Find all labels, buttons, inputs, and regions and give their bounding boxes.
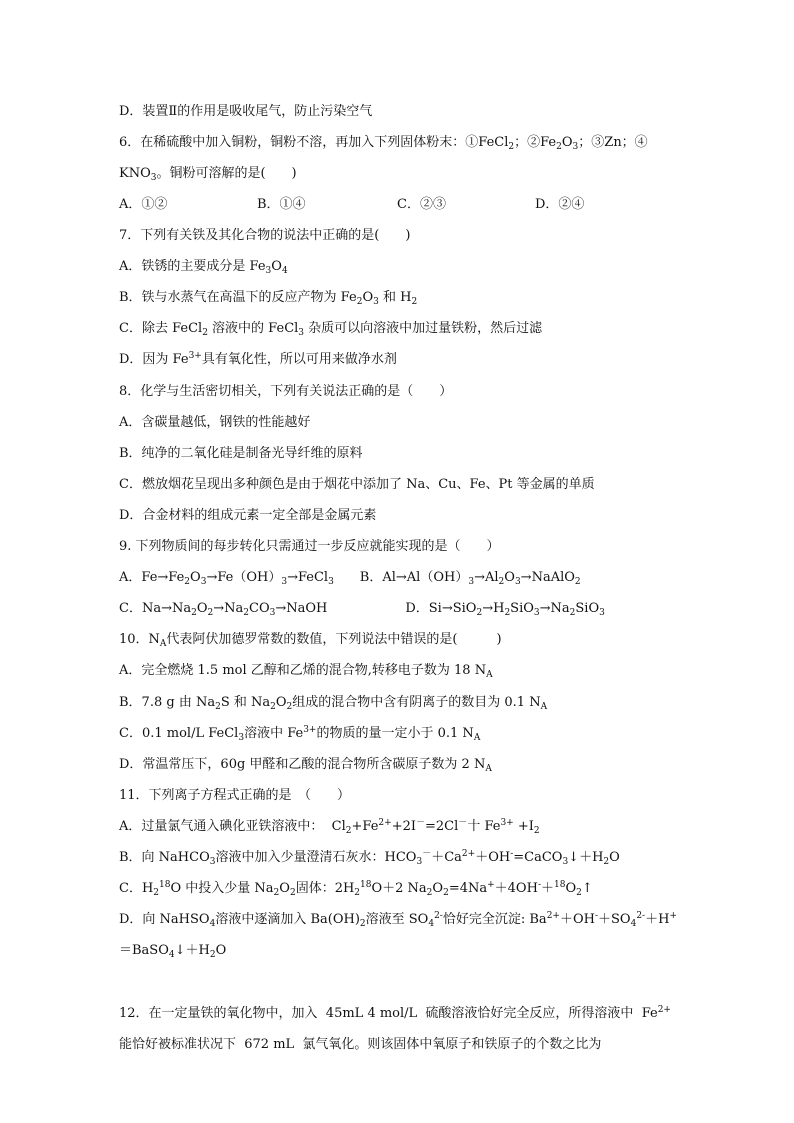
subscript: 3 [373,297,379,307]
text-run: O [561,135,573,150]
text-run: →NaAlO [520,570,575,585]
subscript: 3 [562,857,569,867]
subscript: 2 [498,577,505,587]
q10-option-b [119,694,679,713]
subscript: A [485,764,492,774]
subscript: 3 [533,608,540,618]
option-label: B．①④ [257,197,306,212]
q8-option-c [119,476,679,494]
q11-stem [119,787,679,805]
text-run: =4Na [448,881,488,896]
q8-option-a [119,414,679,432]
text-run: 7．下列有关铁及其化合物的说法中正确的是( ) [119,228,411,243]
subscript: 2 [209,950,216,960]
subscript: 2 [202,328,208,338]
q10-stem [119,631,679,650]
subscript: 4 [630,919,637,929]
text-run: →Na [213,601,244,616]
text-run: +2I [391,819,416,834]
subscript: 2 [443,888,449,898]
text-run: 具有氧化性，所以可用来做净水剂 [201,352,397,367]
text-run: 12．在一定量铁的氧化物中，加入 45mL 4 mol/L 硫酸溶液恰好完全反应，所得溶液中 Fe [119,1006,658,1021]
subscript: 3 [200,577,207,587]
subscript: 2 [504,608,511,618]
text-run: ；②Fe [514,135,557,150]
q5-option-d [119,103,679,121]
subscript: 2 [289,888,296,898]
text-run: →NaOH D．Si→SiO [275,601,477,616]
q12-stem-line-2 [119,1036,679,1054]
subscript: 2 [476,608,483,618]
text-run: =2Cl [425,819,459,834]
text-run: ＋OH [475,850,511,865]
q7-option-b [119,289,679,308]
text-run: O [215,943,227,958]
text-run: 能恰好被标准状况下 672 mL 氯气氧化。则该固体中氧原子和铁原子的个数之比为 [119,1037,602,1052]
text-run: 。铜粉可溶解的是( ) [156,166,297,181]
text-run: 6．在稀硫酸中加入铜粉，铜粉不溶，再加入下列固体粉末：①FeCl [119,135,509,150]
subscript: 2 [574,577,581,587]
text-run: B．7.8 g 由 Na [119,695,216,710]
text-run: A．过量氯气通入碘化亚铁溶液中： Cl [119,819,346,834]
superscript: － [422,849,432,859]
text-run: A．完全燃烧 1.5 mol 乙醇和乙烯的混合物,转移电子数为 18 N [119,663,487,678]
subscript: A [540,702,548,712]
text-run: O [196,601,208,616]
text-run: +I [513,819,534,834]
superscript: + [487,880,495,890]
superscript: 18 [159,880,171,890]
text-run: 恰好完全沉淀: Ba [442,912,547,927]
text-run: A．Fe→Fe [119,570,185,585]
text-run: ＋OH [559,912,595,927]
text-run: B．向 NaHCO [119,850,210,865]
text-run: SiO [510,601,534,616]
subscript: 2 [354,888,361,898]
subscript: 3 [328,577,334,587]
text-run: O [432,881,444,896]
subscript: 2 [273,888,280,898]
subscript: 3 [514,577,521,587]
text-run: ＋Ca [431,850,462,865]
superscript: 3+ [500,818,514,828]
text-run: ↓＋H [568,850,604,865]
subscript: 2 [215,702,221,712]
text-run: O [504,570,515,585]
subscript: 2 [576,888,582,898]
subscript: 3 [281,577,288,587]
subscript: 2 [556,142,562,152]
text-run: A．含碳量越低，钢铁的性能越好 [119,415,311,430]
text-run: C．H [119,881,154,896]
text-run: 和 H [378,290,412,305]
text-run: CO [249,601,270,616]
text-run: 溶液至 SO [365,912,429,927]
superscript: 2+ [546,911,560,921]
q9-options-cd [119,600,679,619]
q9-stem [119,538,679,556]
subscript: 2 [286,702,293,712]
text-run: 10．N [119,632,160,647]
text-run: 溶液中逐滴加入 Ba(OH) [215,912,360,927]
subscript: A [486,670,493,680]
text-run: B．纯净的二氧化硅是制备光导纤维的原料 [119,446,363,461]
text-run: ↓＋H [174,943,210,958]
text-run: C．0.1 mol/L FeCl [119,726,239,741]
text-run: ＋ [540,881,554,896]
superscript: 3+ [303,725,317,735]
text-run: ＝BaSO [119,943,169,958]
superscript: 18 [360,880,372,890]
text-run: O [279,881,290,896]
subscript: 3 [238,733,245,743]
q7-stem [119,227,679,245]
subscript: 3 [572,142,579,152]
superscript: + [669,911,677,921]
text-run: 十 Fe [467,819,501,834]
text-run: ＋SO [598,912,631,927]
superscript: 2- [434,911,443,921]
text-run: 11．下列离子方程式正确的是 （ ） [119,788,351,803]
subscript: 4 [168,950,175,960]
subscript: 2 [603,857,610,867]
superscript: 2+ [657,1005,671,1015]
subscript: 4 [209,919,216,929]
q10-option-c [119,725,679,744]
text-run: KNO [119,166,151,181]
subscript: 2 [184,577,191,587]
subscript: 3 [599,608,605,618]
option-label: D．②④ [535,197,585,212]
q7-option-d [119,351,679,370]
text-run: 8．化学与生活密切相关，下列有关说法正确的是（ ） [119,384,453,399]
text-run: ＋H [645,912,670,927]
text-run: →FeCl [287,570,329,585]
superscript: 2+ [378,818,392,828]
text-run: 9. 下列物质间的每步转化只需通过一步反应就能实现的是（ ） [119,539,500,554]
text-run: O 中投入少量 Na [170,881,274,896]
q6-stem-line-1 [119,134,679,153]
superscript: 3+ [188,351,202,361]
q6-options [119,196,679,214]
q11-option-d-line-2 [119,942,679,961]
text-run: D．装置Ⅱ的作用是吸收尾气，防止污染空气 [119,104,373,119]
q8-option-d [119,507,679,525]
text-run: O [609,850,620,865]
subscript: 3 [150,173,157,183]
q11-option-d-line-1 [119,911,679,930]
text-run: ↑ [581,881,593,896]
subscript: 2 [411,297,418,307]
text-run: →Fe（OH） [206,570,282,585]
text-run: +Fe [351,819,379,834]
text-run: A．铁锈的主要成分是 Fe [119,259,266,274]
q10-option-a [119,662,679,681]
option-label: C．②③ [397,197,446,212]
text-run: 溶液中加入少量澄清石灰水：HCO [215,850,417,865]
subscript: 3 [209,857,216,867]
subscript: 2 [426,888,433,898]
subscript: 3 [416,857,423,867]
subscript: 2 [508,142,515,152]
text-run: D．向 NaHSO [119,912,210,927]
text-run: D．因为 Fe [119,352,189,367]
subscript: 2 [153,888,160,898]
subscript: 3 [298,328,305,338]
subscript: 2 [359,919,366,929]
subscript: A [159,639,167,649]
text-run: 溶液中 Fe [244,726,304,741]
text-run: O [190,570,201,585]
text-run: 杂质可以向溶液中加过量铁粉，然后过滤 [304,321,543,336]
option-label: A．①② [119,197,168,212]
text-run: B．Al→Al（OH） [333,570,469,585]
subscript: 2 [191,608,197,618]
text-run: O [271,259,282,274]
subscript: 2 [356,297,363,307]
text-run: ＋4OH [494,881,538,896]
q12-stem-line-1 [119,1005,679,1024]
superscript: 2+ [461,849,476,859]
text-run: 溶液中的 FeCl [207,321,299,336]
q7-option-c [119,320,679,339]
text-run: C．燃放烟花呈现出多种颜色是由于烟花中添加了 Na、Cu、Fe、Pt 等金属的单质 [119,477,595,492]
q8-option-b [119,445,679,463]
subscript: 2 [345,826,352,836]
text-run: C．除去 FeCl [119,321,203,336]
subscript: 4 [428,919,435,929]
subscript: 2 [270,702,276,712]
text-run: C．Na→Na [119,601,192,616]
text-run: →H [482,601,505,616]
subscript: 2 [207,608,214,618]
text-run: B．铁与水蒸气在高温下的反应产物为 Fe [119,290,357,305]
text-run: 的物质的量一定小于 0.1 N [316,726,474,741]
text-run: S 和 Na [220,695,271,710]
q10-option-d [119,756,679,775]
q11-option-c [119,880,679,899]
subscript: 4 [281,266,288,276]
subscript: 2 [569,608,576,618]
text-run: →Al [474,570,499,585]
q8-stem [119,383,679,401]
text-run: →Na [539,601,570,616]
text-run: O＋2 Na [371,881,427,896]
superscript: - [510,849,514,859]
text-run: 组成的混合物中含有阴离子的数目为 0.1 N [292,695,541,710]
subscript: A [473,733,481,743]
text-run: O [362,290,374,305]
text-run: D．常温常压下，60g 甲醛和乙酸的混合物所含碳原子数为 2 N [119,757,486,772]
superscript: － [416,818,426,828]
text-run: O [565,881,577,896]
q9-options-ab [119,569,679,588]
superscript: 2- [636,911,646,921]
subscript: 2 [533,826,540,836]
text-run: SiO [575,601,600,616]
text-run: D．合金材料的组成元素一定全部是金属元素 [119,508,377,523]
q7-option-a [119,258,679,277]
subscript: 3 [269,608,276,618]
superscript: - [537,880,541,890]
text-run: =CaCO [513,850,563,865]
subscript: 3 [468,577,475,587]
text-run: 固体：2H [295,881,355,896]
text-run: ；③Zn；④ [578,135,648,150]
superscript: 18 [554,880,566,890]
superscript: - [594,911,599,921]
text-run: 代表阿伏加德罗常数的数值，下列说法中错误的是( ) [166,632,502,647]
q11-option-a [119,818,679,837]
text-run: O [275,695,287,710]
q11-option-b [119,849,679,868]
superscript: － [458,818,468,828]
q6-stem-line-2 [119,165,679,184]
subscript: 3 [265,266,272,276]
subscript: 2 [243,608,249,618]
